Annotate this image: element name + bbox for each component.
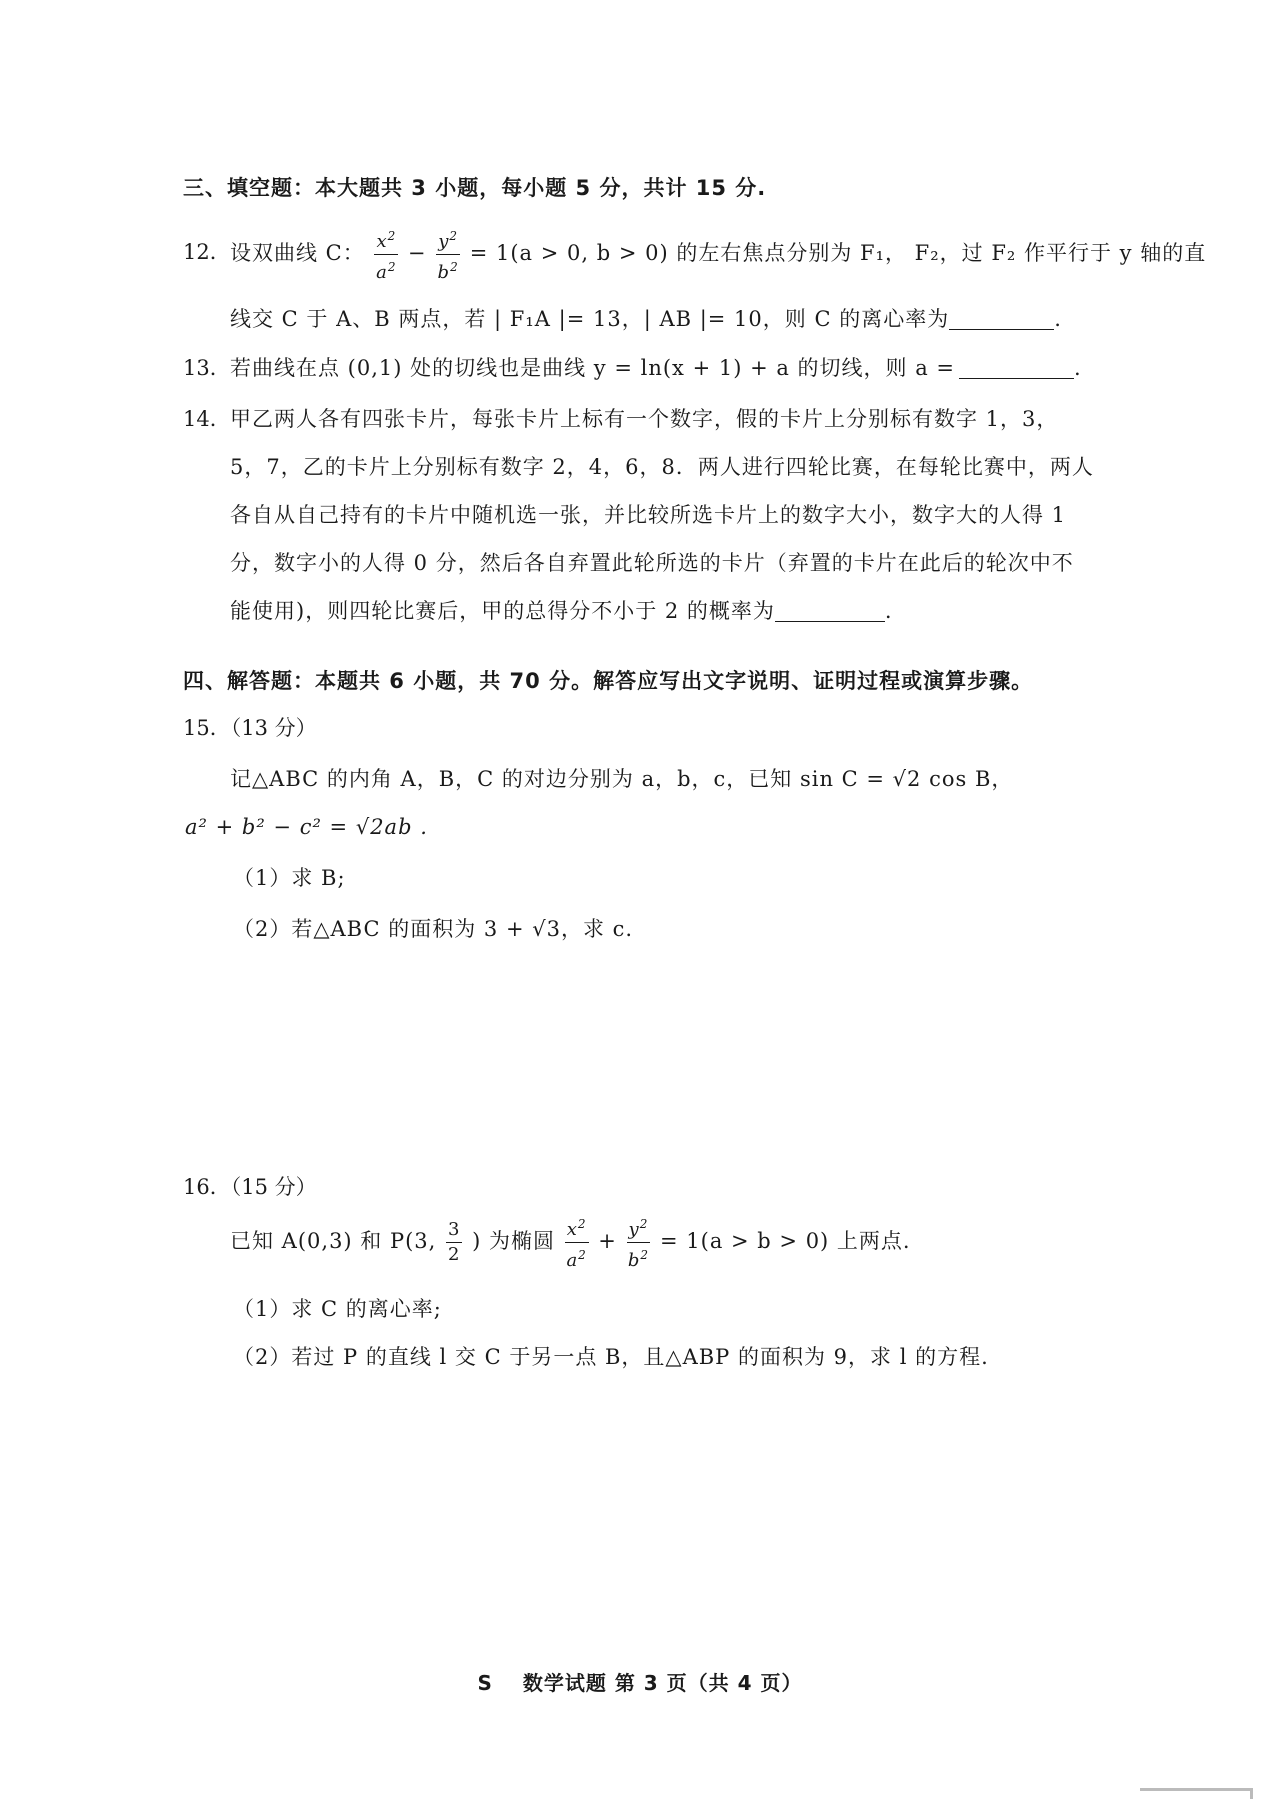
section-3-title: 三、填空题：本大题共 3 小题，每小题 5 分，共计 15 分. (183, 176, 767, 200)
q12-answer-blank[interactable] (949, 329, 1054, 330)
q16-frac-x: $\frac{x^2}{a^2}$ (565, 1212, 589, 1273)
q12-line1: 设双曲线 C： $\frac{x^2}{a^2}$ − $\frac{y^2}{b^2}$ = 1(a > 0, b > 0) 的左右焦点分别为 F₁， F₂，过 F₂ 作平行于 y 轴的直 (230, 224, 1206, 285)
q13-period: . (1074, 356, 1082, 380)
page-corner-mark (1140, 1788, 1253, 1799)
q15-line2: a² + b² − c² = √2ab . (185, 815, 428, 839)
q14-number: 14． (183, 407, 231, 431)
q16-frac-y: $\frac{y^2}{b^2}$ (627, 1212, 651, 1273)
q16-frac-3-2: $\frac{3}{2}$ (448, 1219, 461, 1265)
q12-line1-start: 设双曲线 C： (230, 241, 365, 265)
footer-page-info: 数学试题 第 3 页（共 4 页） (522, 1671, 803, 1695)
q16-number: 16．（15 分） (183, 1175, 317, 1199)
q15-number: 15．（13 分） (183, 716, 317, 740)
q16-part1: （1）求 C 的离心率; (233, 1297, 442, 1321)
q14-answer-blank[interactable] (775, 621, 885, 622)
q15-part1: （1）求 B; (233, 866, 346, 890)
q14-line-3: 各自从自己持有的卡片中随机选一张，并比较所选卡片上的数字大小，数字大的人得 1 (230, 503, 1067, 527)
q12-number: 12． (183, 240, 231, 264)
q13-line (230, 352, 1082, 382)
q12-frac-y: $\frac{y^2}{b^2}$ (436, 224, 460, 285)
q14-line-5-text: 能使用)，则四轮比赛后，甲的总得分不小于 2 的概率为 (230, 599, 775, 623)
q16-line1-mid: ) 为椭圆 (472, 1229, 556, 1253)
q14-line-2: 5，7，乙的卡片上分别标有数字 2，4，6，8．两人进行四轮比赛，在每轮比赛中，两人 (230, 455, 1094, 479)
q13-answer-blank[interactable] (959, 378, 1074, 379)
page-footer (0, 1667, 1280, 1696)
footer-series: S (477, 1671, 493, 1695)
q16-line1: 已知 A(0,3) 和 P(3, $\frac{3}{2}$ ) 为椭圆 $\frac{x^2}{a^2}$ + $\frac{y^2}{b^2}$ = 1(a > b > 0) 上两点. (230, 1212, 911, 1273)
q14-line-4: 分，数字小的人得 0 分，然后各自弃置此轮所选的卡片（弃置的卡片在此后的轮次中不 (230, 551, 1074, 575)
q12-line1-end: = 1(a > 0, b > 0) 的左右焦点分别为 F₁， F₂，过 F₂ 作平行于 y 轴的直 (469, 241, 1207, 265)
q15-line1: 记△ABC 的内角 A，B，C 的对边分别为 a，b，c，已知 sin C = √2 cos B， (230, 767, 1014, 791)
q16-part2: （2）若过 P 的直线 l 交 C 于另一点 B，且△ABP 的面积为 9，求 l 的方程. (233, 1345, 989, 1369)
q13-text: 若曲线在点 (0,1) 处的切线也是曲线 y = ln(x + 1) + a 的切线，则 a = (230, 356, 956, 380)
q12-period: . (1054, 307, 1062, 331)
q15-part2: （2）若△ABC 的面积为 3 + √3，求 c. (233, 917, 634, 941)
q13-number: 13． (183, 356, 231, 380)
q12-line2 (230, 303, 1062, 333)
q14-line-5 (230, 595, 893, 625)
q14-line-1: 甲乙两人各有四张卡片，每张卡片上标有一个数字，假的卡片上分别标有数字 1，3， (230, 407, 1059, 431)
q12-frac-x: $\frac{x^2}{a^2}$ (374, 224, 398, 285)
section-4-title: 四、解答题：本题共 6 小题，共 70 分。解答应写出文字说明、证明过程或演算步骤。 (183, 669, 1034, 693)
q16-line1-start: 已知 A(0,3) 和 P(3, (230, 1229, 437, 1253)
q14-period: . (884, 599, 893, 623)
q12-line2-text: 线交 C 于 A、B 两点，若 | F₁A |= 13，| AB |= 10，则 C 的离心率为 (230, 307, 950, 331)
q16-line1-end: = 1(a > b > 0) 上两点. (660, 1229, 911, 1253)
